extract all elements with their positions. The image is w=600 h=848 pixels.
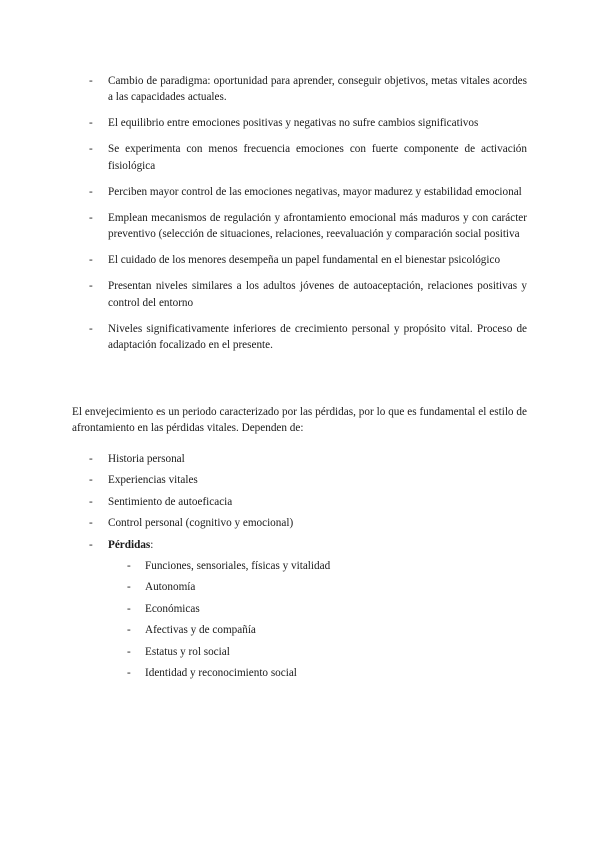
- list-item: [89, 210, 527, 243]
- sublist-item: [127, 622, 546, 638]
- emotional-aging-list: [89, 73, 527, 363]
- bullet-dash: -: [127, 667, 131, 680]
- list-item: [89, 252, 527, 268]
- list-item: [89, 115, 527, 131]
- list-item-text: Presentan niveles similares a los adultos jóvenes de autoaceptación, relaciones positivas y control del entorno: [108, 280, 527, 309]
- sublist-item-text: Autonomía: [145, 581, 196, 594]
- list-item-text: Emplean mecanismos de regulación y afrontamiento emocional más maduros y con carácter preventivo (selección de situaciones, relaciones, reevaluación y comparación social positiva: [108, 211, 527, 241]
- bullet-dash: -: [89, 280, 93, 293]
- list-item: [89, 515, 527, 531]
- list-item-text: El equilibrio entre emociones positivas y negativas no sufre cambios significativos: [108, 117, 479, 130]
- bullet-dash: -: [127, 624, 131, 637]
- bullet-dash: -: [127, 602, 131, 615]
- list-item-text: Control personal (cognitivo y emocional): [108, 517, 294, 530]
- sublist-item-text: Económicas: [145, 602, 200, 615]
- bullet-dash: -: [89, 474, 93, 487]
- list-item-text: Sentimiento de autoeficacia: [108, 495, 233, 508]
- bullet-dash: -: [127, 581, 131, 594]
- losses-sublist: [127, 558, 546, 681]
- bullet-dash: -: [89, 254, 93, 267]
- list-item: [89, 451, 527, 467]
- sublist-item-text: Identidad y reconocimiento social: [145, 667, 297, 680]
- sublist-item-text: Estatus y rol social: [145, 645, 230, 658]
- bullet-dash: -: [89, 117, 93, 130]
- sublist-item-text: Afectivas y de compañía: [145, 624, 256, 637]
- bullet-dash: -: [127, 560, 131, 573]
- bullet-dash: -: [89, 538, 93, 551]
- bullet-dash: -: [89, 75, 93, 87]
- bullet-dash: -: [127, 645, 131, 658]
- coping-factors-list: [89, 451, 527, 686]
- list-item-text: Se experimenta con menos frecuencia emociones con fuerte componente de activación fisiológica: [108, 143, 527, 172]
- list-item-text: Cambio de paradigma: oportunidad para aprender, conseguir objetivos, metas vitales acordes a las capacidades actuales.: [108, 75, 527, 104]
- sublist-item: [127, 644, 546, 660]
- list-item: [89, 494, 527, 510]
- bullet-dash: -: [89, 143, 93, 156]
- list-item: [89, 73, 527, 106]
- list-item-text: Perciben mayor control de las emociones negativas, mayor madurez y estabilidad emocional: [108, 185, 522, 198]
- list-item: [89, 141, 527, 174]
- list-item: [89, 472, 527, 488]
- sublist-item: [127, 665, 546, 681]
- bullet-dash: -: [89, 185, 93, 198]
- sublist-item: [127, 601, 546, 617]
- list-item: [89, 184, 527, 200]
- sublist-item-text: Funciones, sensoriales, físicas y vitalidad: [145, 560, 331, 573]
- bullet-dash: -: [89, 322, 93, 335]
- list-item-text: El cuidado de los menores desempeña un papel fundamental en el bienestar psicológico: [108, 254, 501, 267]
- list-item: [89, 321, 527, 354]
- list-item-text: Experiencias vitales: [108, 474, 198, 487]
- list-item: [89, 278, 527, 311]
- aging-losses-paragraph: El envejecimiento es un periodo caracterizado por las pérdidas, por lo que es fundamental el estilo de afrontamiento en las pérdidas vitales. Dependen de:: [72, 406, 527, 435]
- sublist-item: [127, 558, 546, 574]
- list-item-text: Niveles significativamente inferiores de crecimiento personal y propósito vital. Proceso de adaptación focalizado en el presente.: [108, 322, 527, 352]
- bullet-dash: -: [89, 517, 93, 530]
- bullet-dash: -: [89, 453, 93, 465]
- list-item-text: Historia personal: [108, 453, 185, 465]
- bullet-dash: -: [89, 211, 93, 224]
- bullet-dash: -: [89, 495, 93, 508]
- sublist-item: [127, 579, 546, 595]
- losses-label-suffix: :: [150, 538, 154, 551]
- losses-list-item: [89, 537, 527, 682]
- losses-label: Pérdidas: [108, 538, 151, 551]
